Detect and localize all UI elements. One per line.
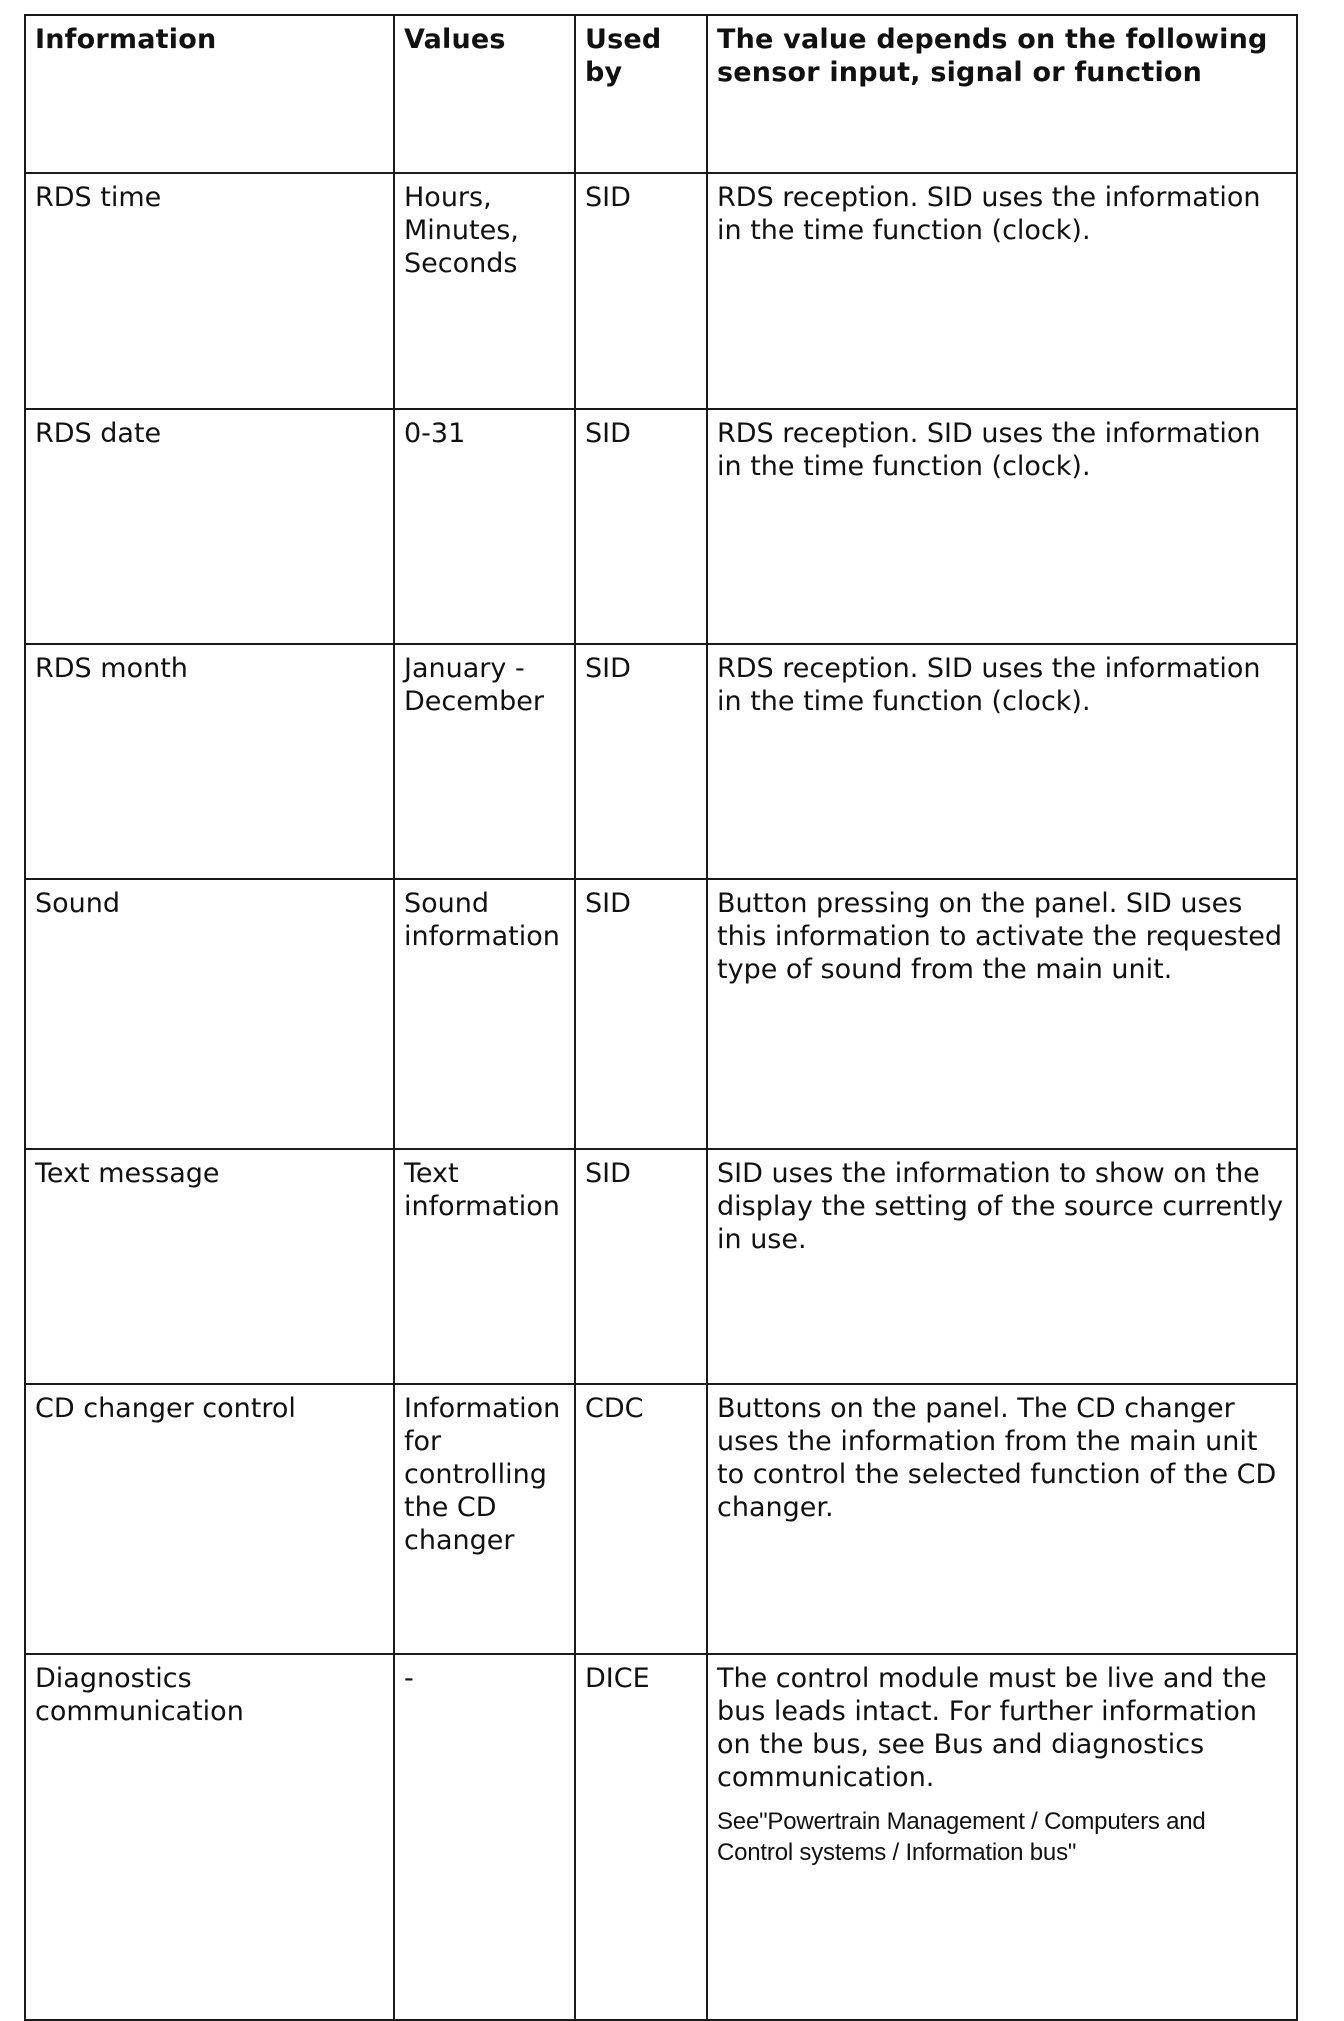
cell-used-by: CDC <box>575 1384 707 1654</box>
cell-information: Text message <box>25 1149 394 1384</box>
table-row <box>25 1149 1297 1384</box>
cell-depends-on: Buttons on the panel. The CD changer uses the information from the main unit to control the selected function of the CD changer. <box>707 1384 1297 1654</box>
header-information: Information <box>25 15 394 173</box>
cell-used-by: SID <box>575 644 707 879</box>
table-row <box>25 879 1297 1149</box>
cell-values: Text information <box>394 1149 575 1384</box>
cell-depends-on: SID uses the information to show on the display the setting of the source currently in use. <box>707 1149 1297 1384</box>
cell-values: 0-31 <box>394 409 575 644</box>
cell-used-by: SID <box>575 1149 707 1384</box>
cell-values: Information for controlling the CD changer <box>394 1384 575 1654</box>
table-row <box>25 173 1297 409</box>
header-used-by: Used by <box>575 15 707 173</box>
cell-used-by: SID <box>575 409 707 644</box>
cell-used-by: DICE <box>575 1654 707 2020</box>
information-table <box>24 14 1298 2021</box>
header-depends-on: The value depends on the following sensor input, signal or function <box>707 15 1297 173</box>
cell-depends-on: Button pressing on the panel. SID uses this information to activate the requested type of sound from the main unit. <box>707 879 1297 1149</box>
cell-values: - <box>394 1654 575 2020</box>
cell-values: January - December <box>394 644 575 879</box>
cell-information: CD changer control <box>25 1384 394 1654</box>
header-values: Values <box>394 15 575 173</box>
table-header-row <box>25 15 1297 173</box>
cell-information: RDS date <box>25 409 394 644</box>
cell-values: Sound information <box>394 879 575 1149</box>
cell-used-by: SID <box>575 173 707 409</box>
cell-information: RDS month <box>25 644 394 879</box>
cell-depends-on: RDS reception. SID uses the information in the time function (clock). <box>707 173 1297 409</box>
document-page <box>24 14 1296 2021</box>
table-row <box>25 644 1297 879</box>
cell-information: Diagnostics communication <box>25 1654 394 2020</box>
table-row <box>25 1384 1297 1654</box>
cell-depends-on: RDS reception. SID uses the information in the time function (clock). <box>707 409 1297 644</box>
cell-depends-on-with-note <box>707 1654 1297 2020</box>
cell-used-by: SID <box>575 879 707 1149</box>
cell-depends-on: The control module must be live and the bus leads intact. For further information on the bus, see Bus and diagnostics communication. <box>717 1663 1267 1793</box>
cell-values: Hours, Minutes, Seconds <box>394 173 575 409</box>
cell-information: RDS time <box>25 173 394 409</box>
cross-reference-note: See"Powertrain Management / Computers and Control systems / Information bus" <box>717 1808 1206 1866</box>
table-row <box>25 409 1297 644</box>
table-row <box>25 1654 1297 2020</box>
cell-information: Sound <box>25 879 394 1149</box>
cell-depends-on: RDS reception. SID uses the information in the time function (clock). <box>707 644 1297 879</box>
